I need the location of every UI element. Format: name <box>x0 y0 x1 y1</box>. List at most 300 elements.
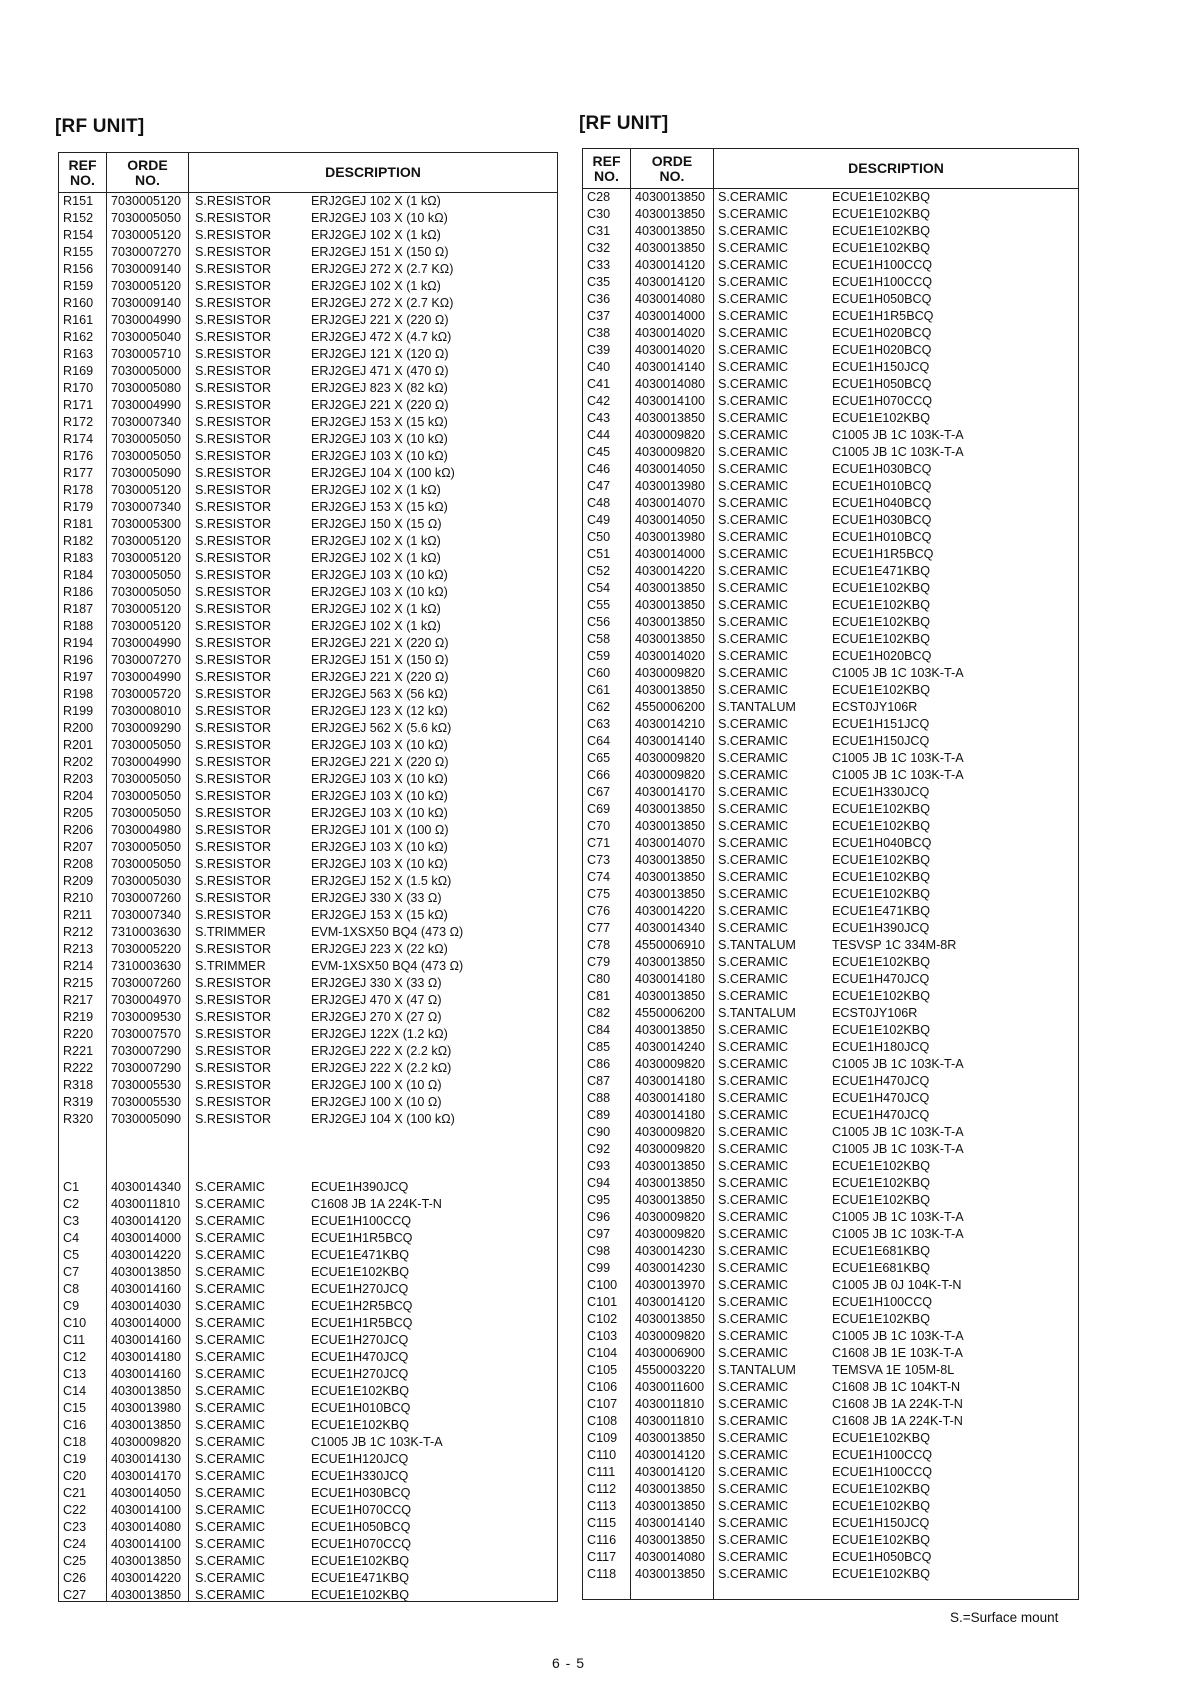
order-no-cell: 4030014140 <box>635 734 706 748</box>
part-type-cell: S.CERAMIC <box>718 1516 788 1530</box>
table-row <box>583 869 1078 886</box>
table-row <box>59 363 557 380</box>
description-cell: ECUE1E471KBQ <box>832 564 931 578</box>
part-type-cell: S.CERAMIC <box>195 1282 265 1296</box>
description-cell: ECUE1E102KBQ <box>832 955 931 969</box>
order-no-cell: 4030013850 <box>635 598 706 612</box>
order-no-cell: 7030005120 <box>111 228 182 242</box>
table-row <box>583 1481 1078 1498</box>
table-row <box>59 1519 557 1536</box>
part-type-cell: S.CERAMIC <box>718 360 788 374</box>
ref-no-cell: C33 <box>587 258 611 272</box>
ref-no-cell: R169 <box>63 364 94 378</box>
order-no-cell: 4030014120 <box>635 275 706 289</box>
description-cell: ECUE1H070CCQ <box>311 1503 412 1517</box>
table-row <box>583 767 1078 784</box>
ref-no-cell: C104 <box>587 1346 618 1360</box>
order-no-cell: 4030014180 <box>635 972 706 986</box>
ref-no-cell: C36 <box>587 292 611 306</box>
description-cell: ERJ2GEJ 222 X (2.2 kΩ) <box>311 1044 452 1058</box>
table-row <box>59 499 557 516</box>
ref-no-cell: C9 <box>63 1299 80 1313</box>
description-cell: ERJ2GEJ 101 X (100 Ω) <box>311 823 449 837</box>
ref-no-cell: R320 <box>63 1112 94 1126</box>
description-cell: ECUE1E102KBQ <box>832 870 931 884</box>
description-cell: ECUE1H330JCQ <box>311 1469 409 1483</box>
part-type-cell: S.CERAMIC <box>718 615 788 629</box>
table-row <box>583 495 1078 512</box>
table-row <box>583 342 1078 359</box>
ref-no-cell: C52 <box>587 564 611 578</box>
table-row <box>59 720 557 737</box>
ref-no-cell: C40 <box>587 360 611 374</box>
table-row <box>59 1196 557 1213</box>
order-no-cell: 4030013850 <box>635 1023 706 1037</box>
description-cell: ERJ2GEJ 563 X (56 kΩ) <box>311 687 448 701</box>
description-cell: ECUE1E102KBQ <box>832 819 931 833</box>
order-no-cell: 4030014230 <box>635 1261 706 1275</box>
order-no-cell: 4030013850 <box>111 1384 182 1398</box>
order-no-cell: 7030005530 <box>111 1095 182 1109</box>
table-row <box>583 903 1078 920</box>
part-type-cell: S.CERAMIC <box>718 768 788 782</box>
table-row <box>59 312 557 329</box>
order-no-cell: 4030013850 <box>635 1159 706 1173</box>
part-type-cell: S.CERAMIC <box>718 1040 788 1054</box>
ref-no-cell: R155 <box>63 245 94 259</box>
order-no-cell: 4030014220 <box>111 1248 182 1262</box>
part-type-cell: S.CERAMIC <box>195 1554 265 1568</box>
table-row <box>59 1128 557 1145</box>
description-cell: ECUE1H390JCQ <box>311 1180 409 1194</box>
order-no-cell: 7030005050 <box>111 806 182 820</box>
table-row <box>59 465 557 482</box>
description-cell: ERJ2GEJ 104 X (100 kΩ) <box>311 1112 455 1126</box>
table-row <box>59 873 557 890</box>
order-no-cell: 4030014140 <box>635 360 706 374</box>
ref-no-cell: C14 <box>63 1384 87 1398</box>
order-no-cell: 4030013850 <box>635 615 706 629</box>
description-cell: ECUE1E102KBQ <box>832 207 931 221</box>
description-cell: ERJ2GEJ 823 X (82 kΩ) <box>311 381 448 395</box>
order-no-cell: 7030005050 <box>111 789 182 803</box>
order-no-cell: 4030013850 <box>111 1588 182 1602</box>
part-type-cell: S.RESISTOR <box>195 313 272 327</box>
part-type-cell: S.RESISTOR <box>195 1010 272 1024</box>
part-type-cell: S.CERAMIC <box>718 513 788 527</box>
description-cell: ERJ2GEJ 102 X (1 kΩ) <box>311 534 441 548</box>
description-cell: ECUE1E102KBQ <box>311 1554 410 1568</box>
part-type-cell: S.CERAMIC <box>718 1244 788 1258</box>
ref-no-cell: C78 <box>587 938 611 952</box>
order-no-cell: 7030005050 <box>111 857 182 871</box>
table-row <box>583 597 1078 614</box>
ref-no-cell: C32 <box>587 241 611 255</box>
ref-no-cell: C43 <box>587 411 611 425</box>
table-row <box>583 1192 1078 1209</box>
table-row <box>59 601 557 618</box>
description-cell: ECUE1E471KBQ <box>311 1571 410 1585</box>
ref-no-cell: C115 <box>587 1516 617 1530</box>
ref-no-cell: C4 <box>63 1231 80 1245</box>
part-type-cell: S.RESISTOR <box>195 993 272 1007</box>
part-type-cell: S.CERAMIC <box>195 1299 265 1313</box>
ref-no-cell: C116 <box>587 1533 617 1547</box>
description-cell: ERJ2GEJ 152 X (1.5 kΩ) <box>311 874 452 888</box>
description-cell: ECUE1H050BCQ <box>832 377 932 391</box>
table-row <box>583 376 1078 393</box>
part-type-cell: S.RESISTOR <box>195 806 272 820</box>
ref-no-cell: R171 <box>63 398 94 412</box>
order-no-cell: 7030007290 <box>111 1061 182 1075</box>
order-no-cell: 4030014120 <box>635 1465 706 1479</box>
part-type-cell: S.TRIMMER <box>195 959 266 973</box>
part-type-cell: S.RESISTOR <box>195 449 272 463</box>
table-row <box>59 788 557 805</box>
ref-no-cell: C70 <box>587 819 611 833</box>
table-row <box>583 665 1078 682</box>
part-type-cell: S.CERAMIC <box>195 1350 265 1364</box>
part-type-cell: S.CERAMIC <box>195 1571 265 1585</box>
part-type-cell: S.RESISTOR <box>195 721 272 735</box>
description-cell: ECUE1H330JCQ <box>832 785 930 799</box>
description-cell: ECUE1H150JCQ <box>832 734 930 748</box>
order-no-cell: 7030009290 <box>111 721 182 735</box>
part-type-cell: S.CERAMIC <box>718 1567 788 1581</box>
description-cell: ERJ2GEJ 471 X (470 Ω) <box>311 364 449 378</box>
description-cell: C1005 JB 1C 103K-T-A <box>832 1142 964 1156</box>
ref-no-cell: C95 <box>587 1193 611 1207</box>
part-type-cell: S.CERAMIC <box>718 1397 788 1411</box>
part-type-cell: S.RESISTOR <box>195 619 272 633</box>
order-no-cell: 4030013850 <box>635 955 706 969</box>
table-row <box>583 784 1078 801</box>
description-cell: ECUE1H020BCQ <box>832 343 932 357</box>
order-no-cell: 4030013850 <box>635 1499 706 1513</box>
part-type-cell: S.RESISTOR <box>195 772 272 786</box>
part-type-cell: S.RESISTOR <box>195 602 272 616</box>
part-type-cell: S.TANTALUM <box>718 938 796 952</box>
order-no-cell: 4030013970 <box>635 1278 706 1292</box>
order-no-cell: 4030013850 <box>635 683 706 697</box>
ref-no-cell: R207 <box>63 840 94 854</box>
ref-no-cell: C22 <box>63 1503 87 1517</box>
ref-no-cell: R159 <box>63 279 94 293</box>
description-cell: ERJ2GEJ 221 X (220 Ω) <box>311 670 449 684</box>
part-type-cell: S.CERAMIC <box>718 1142 788 1156</box>
ref-no-cell: C42 <box>587 394 611 408</box>
description-cell: ECUE1E102KBQ <box>832 1193 931 1207</box>
ref-no-cell: C35 <box>587 275 611 289</box>
description-cell: C1005 JB 1C 103K-T-A <box>832 1057 964 1071</box>
order-no-cell: 4030013850 <box>635 1482 706 1496</box>
ref-no-cell: C103 <box>587 1329 618 1343</box>
part-type-cell: S.CERAMIC <box>718 190 788 204</box>
table-row <box>583 818 1078 835</box>
order-no-cell: 7030005000 <box>111 364 182 378</box>
ref-no-cell: R213 <box>63 942 94 956</box>
part-type-cell: S.RESISTOR <box>195 653 272 667</box>
table-row <box>59 737 557 754</box>
description-cell: ERJ2GEJ 102 X (1 kΩ) <box>311 619 441 633</box>
description-cell: ERJ2GEJ 221 X (220 Ω) <box>311 636 449 650</box>
ref-no-cell: R205 <box>63 806 94 820</box>
ref-no-cell: C59 <box>587 649 611 663</box>
order-no-cell: 4030014100 <box>635 394 706 408</box>
order-no-cell: 7030005090 <box>111 466 182 480</box>
part-type-cell: S.CERAMIC <box>718 1448 788 1462</box>
order-no-cell: 4030014120 <box>111 1214 182 1228</box>
part-type-cell: S.RESISTOR <box>195 738 272 752</box>
ref-no-cell: R318 <box>63 1078 94 1092</box>
description-cell: ECUE1H050BCQ <box>832 1550 932 1564</box>
ref-no-cell: C13 <box>63 1367 87 1381</box>
table-row <box>59 635 557 652</box>
ref-no-cell: R222 <box>63 1061 94 1075</box>
description-cell: ECST0JY106R <box>832 1006 918 1020</box>
description-cell: ECUE1H030BCQ <box>832 513 932 527</box>
order-no-cell: 7030007270 <box>111 245 182 259</box>
order-no-header: ORDE NO. <box>651 152 693 184</box>
description-cell: ERJ2GEJ 102 X (1 kΩ) <box>311 194 441 208</box>
description-cell: ECUE1E102KBQ <box>311 1588 410 1602</box>
order-no-cell: 4030014170 <box>635 785 706 799</box>
description-cell: ECUE1H100CCQ <box>832 1295 933 1309</box>
ref-no-cell: C12 <box>63 1350 87 1364</box>
table-row <box>583 886 1078 903</box>
part-type-cell: S.CERAMIC <box>718 1057 788 1071</box>
description-cell: ERJ2GEJ 102 X (1 kΩ) <box>311 483 441 497</box>
table-row <box>583 971 1078 988</box>
ref-no-cell: R176 <box>63 449 94 463</box>
table-row <box>583 563 1078 580</box>
order-no-cell: 4030014050 <box>111 1486 182 1500</box>
table-row <box>583 512 1078 529</box>
part-type-cell: S.RESISTOR <box>195 381 272 395</box>
order-no-cell: 7310003630 <box>111 959 182 973</box>
right-section-title: [RF UNIT] <box>579 113 669 134</box>
ref-no-cell: R160 <box>63 296 94 310</box>
table-row <box>59 1264 557 1281</box>
part-type-cell: S.CERAMIC <box>195 1503 265 1517</box>
part-type-cell: S.RESISTOR <box>195 789 272 803</box>
order-no-cell: 4550006200 <box>635 1006 706 1020</box>
table-row <box>583 1277 1078 1294</box>
ref-no-cell: C11 <box>63 1333 86 1347</box>
ref-no-cell: C63 <box>587 717 611 731</box>
ref-no-cell: R151 <box>63 194 94 208</box>
table-row <box>59 227 557 244</box>
description-cell: ECUE1E102KBQ <box>832 1312 931 1326</box>
order-no-cell: 4030009820 <box>635 1227 706 1241</box>
description-cell: ECUE1H010BCQ <box>832 479 932 493</box>
table-row <box>59 1417 557 1434</box>
ref-no-header: REF NO. <box>592 152 621 184</box>
description-cell: ERJ2GEJ 151 X (150 Ω) <box>311 653 449 667</box>
table-row <box>583 189 1078 206</box>
description-cell: ECUE1H1R5BCQ <box>311 1231 413 1245</box>
description-cell: ECUE1E102KBQ <box>832 411 931 425</box>
table-row <box>583 240 1078 257</box>
part-type-cell: S.RESISTOR <box>195 1112 272 1126</box>
table-row <box>59 754 557 771</box>
ref-no-cell: R172 <box>63 415 94 429</box>
ref-no-cell: C46 <box>587 462 611 476</box>
part-type-cell: S.CERAMIC <box>718 1176 788 1190</box>
description-cell: ECUE1H1R5BCQ <box>832 309 934 323</box>
table-row <box>583 1158 1078 1175</box>
order-no-cell: 7030005050 <box>111 568 182 582</box>
order-no-cell: 4030013980 <box>635 479 706 493</box>
table-row <box>583 1039 1078 1056</box>
order-no-cell: 4030013850 <box>635 581 706 595</box>
ref-no-cell: C26 <box>63 1571 87 1585</box>
part-type-cell: S.CERAMIC <box>718 1159 788 1173</box>
description-cell: C1005 JB 1C 103K-T-A <box>832 768 964 782</box>
order-no-cell: 4030013850 <box>635 224 706 238</box>
ref-no-cell: C102 <box>587 1312 618 1326</box>
order-no-cell: 7030005090 <box>111 1112 182 1126</box>
table-row <box>59 1332 557 1349</box>
table-row <box>59 1247 557 1264</box>
part-type-cell: S.CERAMIC <box>718 581 788 595</box>
ref-no-cell: C38 <box>587 326 611 340</box>
order-no-cell: 4030013980 <box>111 1401 182 1415</box>
ref-no-cell: R186 <box>63 585 94 599</box>
order-no-cell: 7030009530 <box>111 1010 182 1024</box>
part-type-cell: S.CERAMIC <box>718 870 788 884</box>
table-row <box>583 1498 1078 1515</box>
description-cell: ERJ2GEJ 103 X (10 kΩ) <box>311 840 448 854</box>
order-no-cell: 4030011810 <box>635 1414 705 1428</box>
table-row <box>583 835 1078 852</box>
ref-no-cell: C110 <box>587 1448 617 1462</box>
order-no-cell: 4030009820 <box>635 1125 706 1139</box>
description-header: DESCRIPTION <box>848 160 944 176</box>
table-row <box>59 1434 557 1451</box>
part-type-cell: S.CERAMIC <box>195 1248 265 1262</box>
ref-no-cell: C16 <box>63 1418 87 1432</box>
part-type-cell: S.RESISTOR <box>195 585 272 599</box>
table-row <box>59 193 557 210</box>
ref-no-cell: C23 <box>63 1520 87 1534</box>
part-type-cell: S.CERAMIC <box>718 258 788 272</box>
description-cell: ECUE1H030BCQ <box>832 462 932 476</box>
ref-no-cell: C88 <box>587 1091 611 1105</box>
part-type-cell: S.RESISTOR <box>195 194 272 208</box>
order-no-cell: 4030014020 <box>635 649 706 663</box>
order-no-cell: 4030009820 <box>635 1210 706 1224</box>
order-no-cell: 7030004980 <box>111 823 182 837</box>
ref-no-cell: C54 <box>587 581 611 595</box>
ref-no-cell: C27 <box>63 1588 87 1602</box>
part-type-cell: S.RESISTOR <box>195 279 272 293</box>
order-no-cell: 7030005050 <box>111 432 182 446</box>
right-parts-table <box>582 148 1079 1600</box>
part-type-cell: S.CERAMIC <box>195 1486 265 1500</box>
ref-no-cell: C25 <box>63 1554 87 1568</box>
order-no-cell: 4030014240 <box>635 1040 706 1054</box>
description-cell: ECUE1H150JCQ <box>832 1516 930 1530</box>
description-cell: ECUE1H270JCQ <box>311 1367 409 1381</box>
description-cell: C1005 JB 1C 103K-T-A <box>832 1227 964 1241</box>
ref-no-cell: C47 <box>587 479 611 493</box>
ref-no-cell: C8 <box>63 1282 80 1296</box>
description-cell: ERJ2GEJ 103 X (10 kΩ) <box>311 772 448 786</box>
description-cell: ERJ2GEJ 153 X (15 kΩ) <box>311 415 448 429</box>
ref-no-cell: C85 <box>587 1040 611 1054</box>
ref-no-cell: C73 <box>587 853 611 867</box>
table-row <box>583 1413 1078 1430</box>
description-cell: ERJ2GEJ 153 X (15 kΩ) <box>311 908 448 922</box>
description-cell: ERJ2GEJ 330 X (33 Ω) <box>311 891 442 905</box>
description-cell: ECUE1H070CCQ <box>832 394 933 408</box>
ref-no-cell: C21 <box>63 1486 87 1500</box>
part-type-cell: S.CERAMIC <box>718 632 788 646</box>
table-row <box>59 1026 557 1043</box>
order-no-cell: 4030009820 <box>635 445 706 459</box>
order-no-cell: 4030013850 <box>635 207 706 221</box>
description-header: DESCRIPTION <box>325 164 421 180</box>
description-cell: ECUE1H270JCQ <box>311 1282 409 1296</box>
order-no-cell: 7030008010 <box>111 704 182 718</box>
order-no-cell: 4030009820 <box>635 768 706 782</box>
table-row <box>583 223 1078 240</box>
description-cell: ECUE1H100CCQ <box>832 258 933 272</box>
order-no-cell: 7030005050 <box>111 738 182 752</box>
table-row <box>59 1536 557 1553</box>
description-cell: ERJ2GEJ 470 X (47 Ω) <box>311 993 442 1007</box>
ref-no-cell: R204 <box>63 789 94 803</box>
order-no-cell: 4030014080 <box>635 292 706 306</box>
ref-no-cell: R203 <box>63 772 94 786</box>
ref-no-cell: C75 <box>587 887 611 901</box>
part-type-cell: S.CERAMIC <box>718 1074 788 1088</box>
ref-no-cell: C2 <box>63 1197 80 1211</box>
order-no-cell: 4030014160 <box>111 1367 182 1381</box>
part-type-cell: S.CERAMIC <box>718 411 788 425</box>
ref-no-cell: C31 <box>587 224 611 238</box>
description-cell: ECUE1E102KBQ <box>832 887 931 901</box>
table-row <box>583 410 1078 427</box>
order-no-cell: 4030014120 <box>635 1295 706 1309</box>
description-cell: ECUE1H470JCQ <box>311 1350 409 1364</box>
order-no-cell: 7030007340 <box>111 908 182 922</box>
ref-no-cell: C86 <box>587 1057 611 1071</box>
order-no-cell: 4030014000 <box>635 547 706 561</box>
description-cell: C1005 JB 1C 103K-T-A <box>311 1435 443 1449</box>
table-row <box>59 771 557 788</box>
left-parts-table <box>58 152 558 1602</box>
description-cell: ECUE1H050BCQ <box>832 292 932 306</box>
part-type-cell: S.CERAMIC <box>718 207 788 221</box>
part-type-cell: S.CERAMIC <box>718 224 788 238</box>
ref-no-cell: C81 <box>587 989 611 1003</box>
part-type-cell: S.CERAMIC <box>195 1588 265 1602</box>
ref-no-cell: C118 <box>587 1567 617 1581</box>
table-row <box>583 733 1078 750</box>
order-no-cell: 4030013850 <box>635 819 706 833</box>
table-row <box>583 1294 1078 1311</box>
part-type-cell: S.CERAMIC <box>718 1482 788 1496</box>
table-row <box>583 1022 1078 1039</box>
order-no-cell: 7030005120 <box>111 602 182 616</box>
description-cell: ECUE1E102KBQ <box>832 581 931 595</box>
left-table-body <box>59 193 557 1604</box>
description-cell: ECUE1E102KBQ <box>832 615 931 629</box>
ref-no-cell: C49 <box>587 513 611 527</box>
ref-no-cell: R161 <box>63 313 94 327</box>
